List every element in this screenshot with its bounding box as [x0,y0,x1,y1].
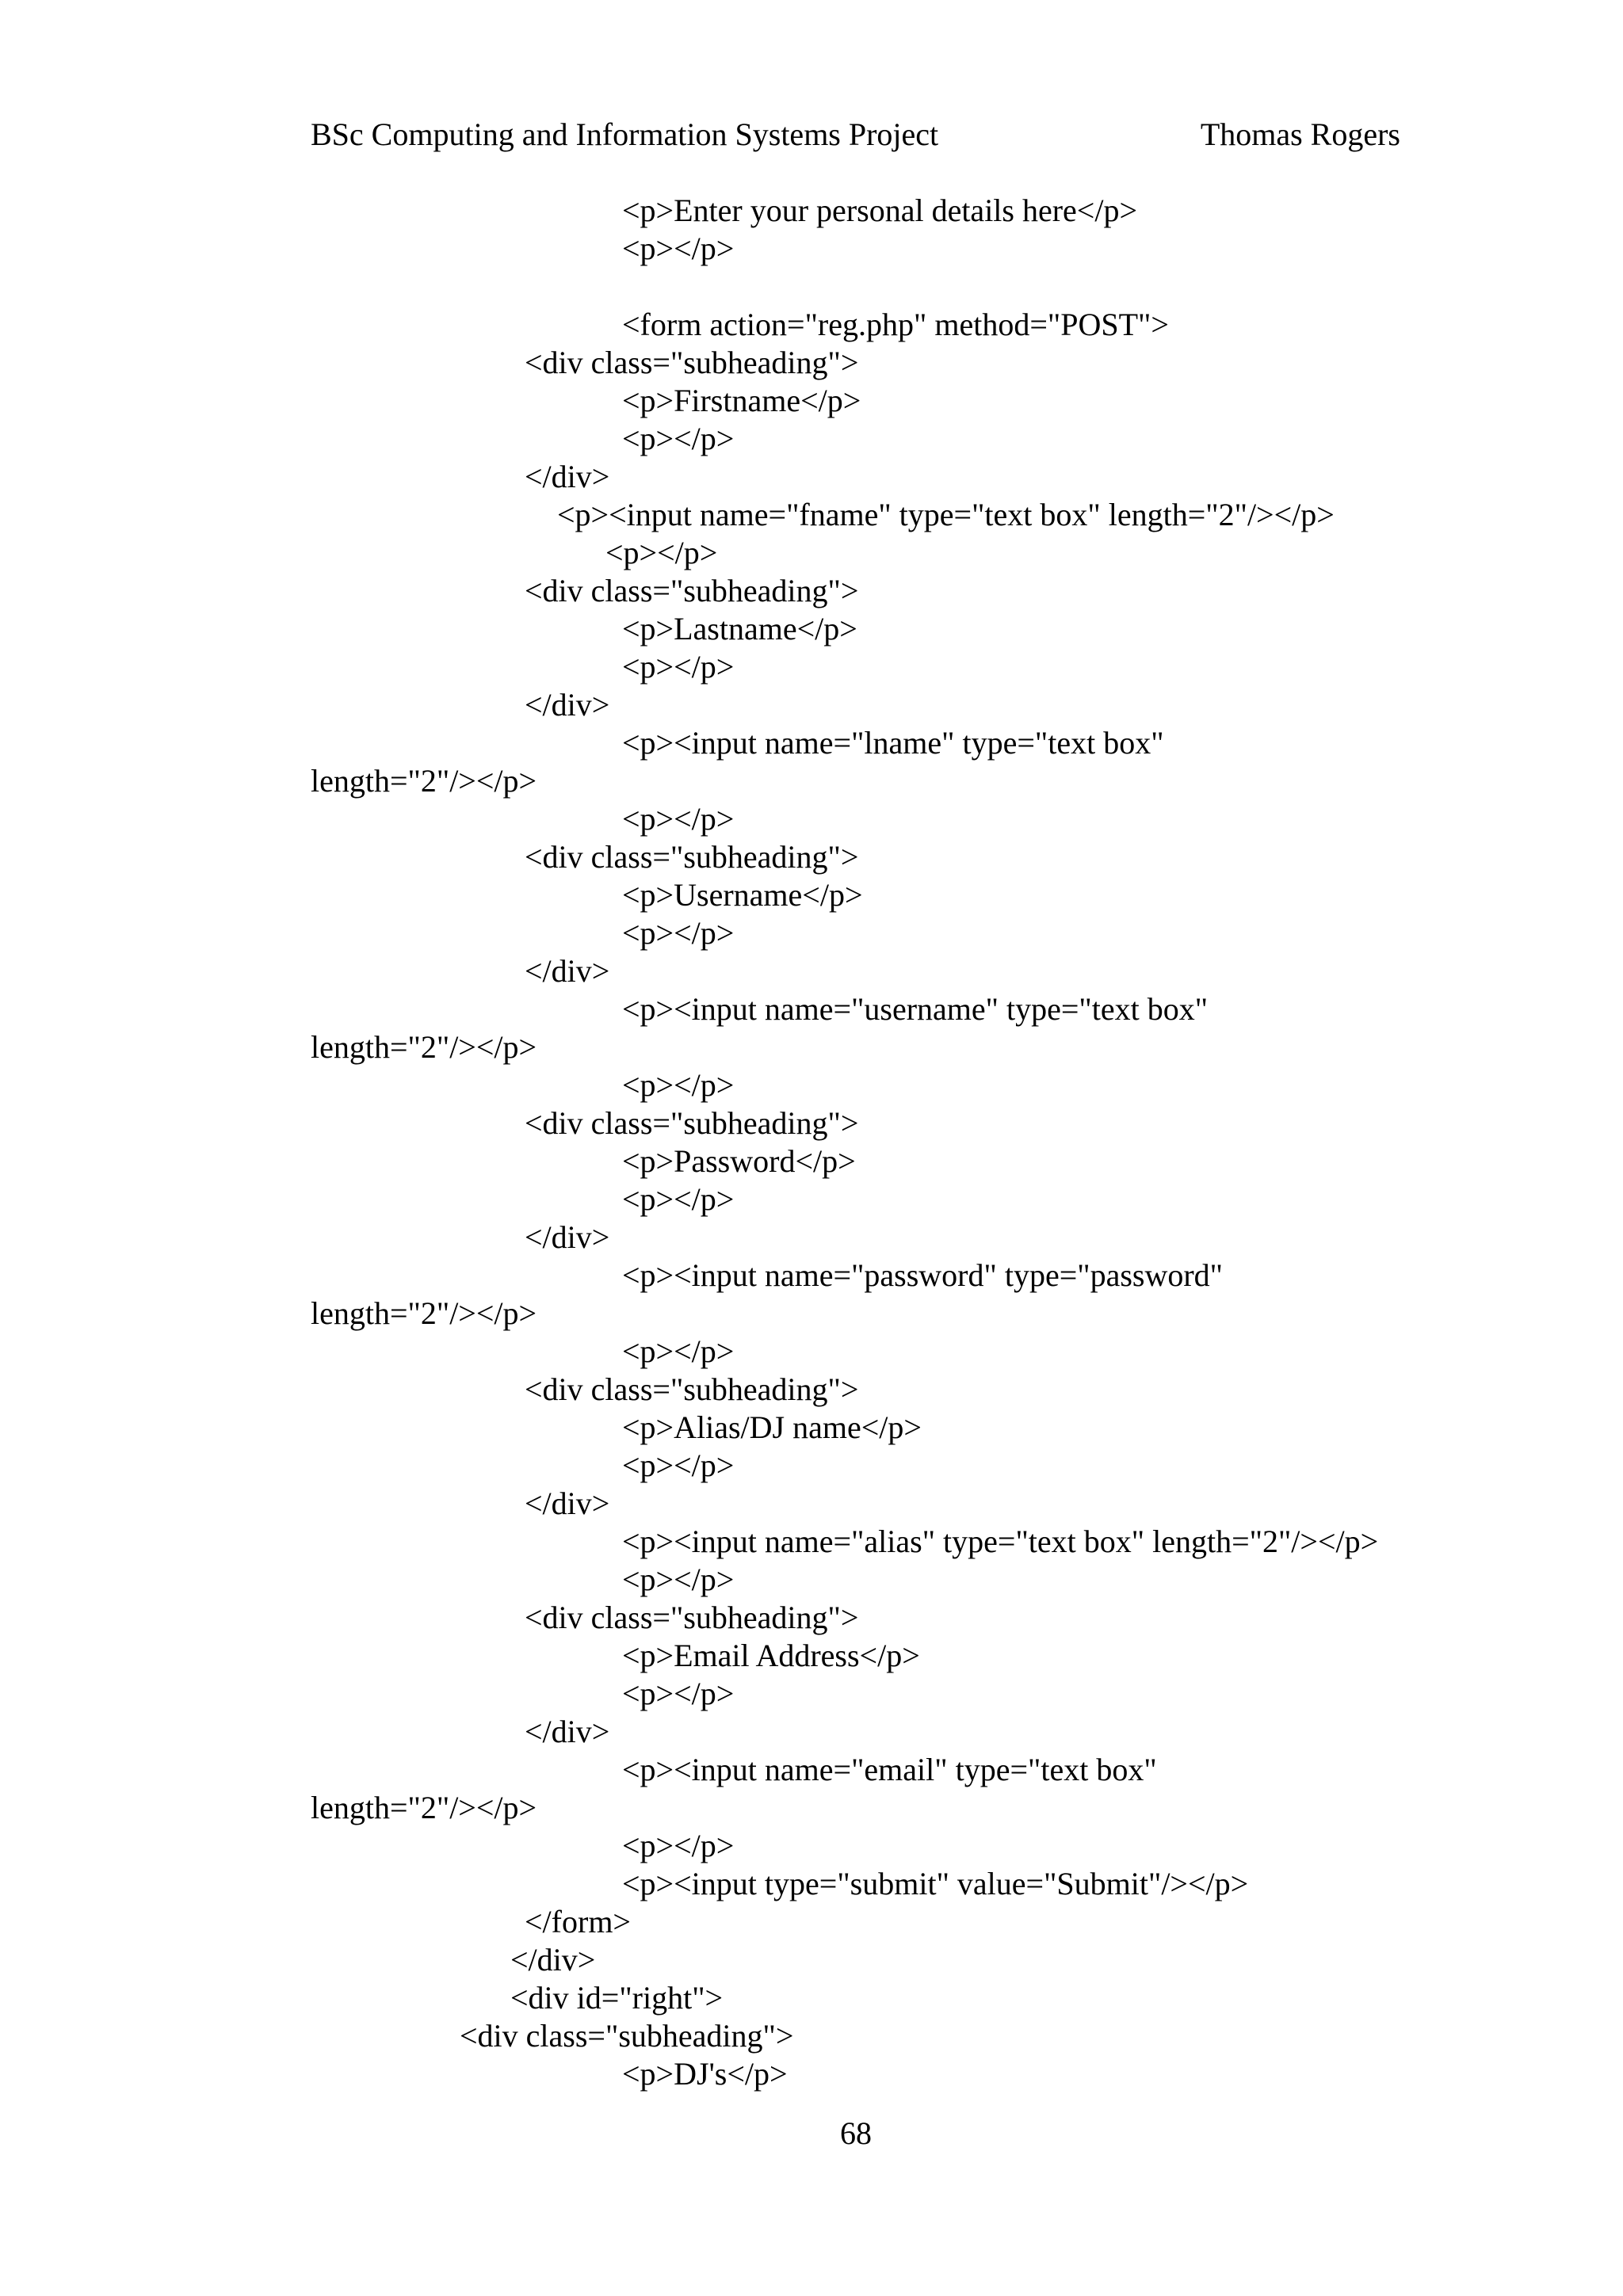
code-line: <p></p> [622,421,735,456]
code-line: <p>Password</p> [622,1143,856,1179]
code-line: <div class="subheading"> [525,345,859,380]
code-line: </div> [525,459,610,494]
code-line: <p></p> [622,1067,735,1103]
code-line: <div class="subheading"> [460,2018,794,2054]
code-line: </form> [525,1904,631,1939]
code-line: <p></p> [605,535,718,570]
code-line: <p></p> [622,1676,735,1711]
code-line: <div class="subheading"> [525,839,859,875]
code-line-wrapped: length="2"/></p> [311,1029,537,1065]
code-line: <p></p> [622,1447,735,1483]
code-line: <div id="right"> [510,1980,724,2016]
code-line: <p>Firstname</p> [622,383,861,418]
code-line: <p><input name="password" type="password" [622,1257,1224,1293]
code-line: <p><input type="submit" value="Submit"/></p> [622,1866,1249,1901]
code-line: </div> [525,1486,610,1521]
code-line: <p></p> [622,649,735,685]
code-line: <p>Lastname</p> [622,611,857,646]
code-line: <div class="subheading"> [525,1105,859,1141]
code-line-wrapped: length="2"/></p> [311,1295,537,1331]
code-line: <p></p> [622,801,735,837]
code-line: <p><input name="lname" type="text box" [622,725,1164,761]
header-author-name: Thomas Rogers [1200,116,1400,152]
code-line-wrapped: length="2"/></p> [311,763,537,799]
code-line-blank [311,268,1420,306]
code-line: <p></p> [622,1333,735,1369]
code-line: <p><input name="username" type="text box" [622,991,1209,1027]
code-line: <p><input name="alias" type="text box" length="2"/></p> [622,1524,1379,1559]
code-line: </div> [525,1714,610,1749]
code-line: <p></p> [622,1562,735,1597]
header-project-title: BSc Computing and Information Systems Project [311,116,939,152]
code-line: <div class="subheading"> [525,1371,859,1407]
code-line: <p></p> [622,231,735,266]
code-line: </div> [525,1219,610,1255]
code-line: <form action="reg.php" method="POST"> [622,307,1169,342]
code-listing [311,192,1420,2093]
code-line: <p></p> [622,1181,735,1217]
code-line: <p>Username</p> [622,877,863,913]
code-line: </div> [510,1942,596,1978]
code-line: <div class="subheading"> [525,573,859,608]
code-line: <p>Enter your personal details here</p> [622,193,1138,228]
code-line: <p></p> [622,1828,735,1863]
code-line-wrapped: length="2"/></p> [311,1790,537,1825]
code-line: <p><input name="fname" type="text box" length="2"/></p> [557,497,1335,532]
code-line: </div> [525,687,610,723]
code-line: <p>DJ's</p> [622,2056,788,2092]
page-number: 68 [840,2115,872,2151]
page-header [311,113,1400,157]
code-line: <p>Alias/DJ name</p> [622,1409,922,1445]
code-line: </div> [525,953,610,989]
code-line: <p>Email Address</p> [622,1638,920,1673]
code-line: <p><input name="email" type="text box" [622,1752,1157,1787]
code-line: <p></p> [622,915,735,951]
code-line: <div class="subheading"> [525,1600,859,1635]
